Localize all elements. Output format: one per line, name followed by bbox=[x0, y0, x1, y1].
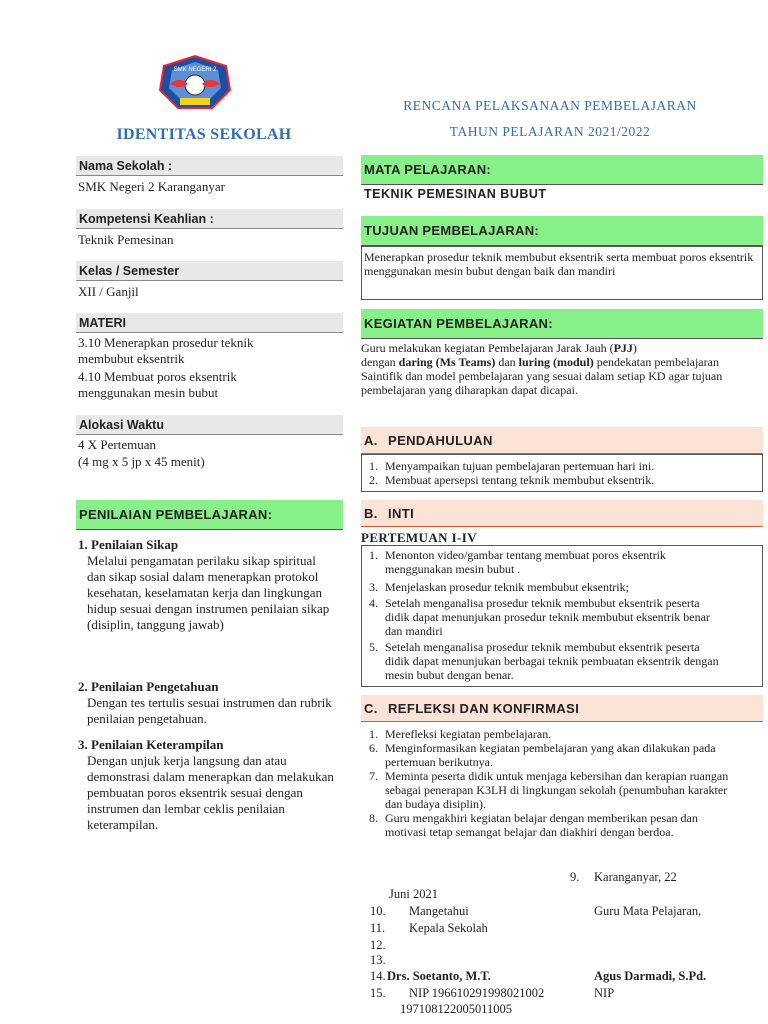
materi-item: 3.10 Menerapkan prosedur teknik membubut eksentrik bbox=[78, 335, 254, 366]
refleksi-header: C. REFLEKSI DAN KONFIRMASI bbox=[361, 695, 763, 722]
list-item: 1. Merefleksi kegiatan pembelajaran. bbox=[369, 727, 552, 741]
penilaian-pengetahuan-text: Dengan tes tertulis sesuai instrumen dan rubrik penilaian pengetahuan. bbox=[87, 695, 332, 726]
list-number: 14. bbox=[370, 969, 386, 983]
rpp-title: RENCANA PELAKSANAAN PEMBELAJARAN bbox=[403, 98, 697, 113]
alokasi-value: 4 X Pertemuan bbox=[78, 437, 156, 452]
rpp-year: TAHUN PELAJARAN 2021/2022 bbox=[449, 124, 651, 139]
nama-sekolah-value: SMK Negeri 2 Karanganyar bbox=[78, 179, 225, 194]
list-item: 8. Guru mengakhiri kegiatan belajar dengan memberikan pesan dan motivasi tetap semangat belajar dan diakhiri dengan berdoa. bbox=[369, 811, 698, 839]
signature-place: Karanganyar, 22 bbox=[594, 870, 677, 884]
materi-item: 4.10 Membuat poros eksentrik menggunakan mesin bubut bbox=[78, 369, 237, 400]
penilaian-keterampilan-title: 3. Penilaian Keterampilan bbox=[78, 737, 224, 752]
nama-sekolah-label: Nama Sekolah : bbox=[76, 156, 343, 176]
list-number: 11. bbox=[370, 921, 386, 935]
mengetahui-label: Mangetahui bbox=[409, 904, 469, 918]
pendahuluan-header: A. PENDAHULUAN bbox=[361, 427, 763, 454]
mapel-header: MATA PELAJARAN: bbox=[361, 155, 763, 185]
kepala-sekolah-label: Kepala Sekolah bbox=[409, 921, 488, 935]
signature-date: Juni 2021 bbox=[389, 887, 438, 901]
kompetensi-value: Teknik Pemesinan bbox=[78, 232, 174, 247]
list-number: 15. bbox=[370, 986, 386, 1000]
kegiatan-header: KEGIATAN PEMBELAJARAN: bbox=[361, 309, 763, 339]
kelas-label: Kelas / Semester bbox=[76, 261, 343, 281]
list-item: 1. Menyampaikan tujuan pembelajaran pertemuan hari ini. bbox=[369, 459, 655, 473]
list-item: 1. Menonton video/gambar tentang membuat poros eksentrik menggunakan mesin bubut . bbox=[369, 548, 666, 576]
tujuan-header: TUJUAN PEMBELAJARAN: bbox=[361, 216, 763, 246]
penilaian-sikap-text: Melalui pengamatan perilaku sikap spiritual dan sikap sosial dalam menerapkan protokol kesehatan, keselamatan kerja dan lingkungan hidup sesuai dengan instrumen penilaian sikap (disiplin, tanggung jawab) bbox=[87, 553, 330, 632]
penilaian-sikap-title: 1. Penilaian Sikap bbox=[78, 537, 179, 552]
penilaian-list bbox=[78, 537, 348, 633]
list-number: 9. bbox=[570, 870, 580, 884]
kompetensi-label: Kompetensi Keahlian : bbox=[76, 209, 343, 229]
guru-label: Guru Mata Pelajaran, bbox=[594, 904, 702, 918]
alokasi-value: (4 mg x 5 jp x 45 menit) bbox=[78, 454, 205, 469]
guru-name: Agus Darmadi, S.Pd. bbox=[594, 969, 707, 983]
penilaian-list bbox=[78, 737, 348, 833]
nip-label: NIP bbox=[594, 986, 615, 1000]
tujuan-text: Menerapkan prosedur teknik membubut eksentrik serta membuat poros eksentrik menggunakan mesin bubut dengan baik dan mandiri bbox=[364, 250, 754, 278]
kepsek-nip: NIP 196610291998021002 bbox=[409, 986, 545, 1000]
list-number: 10. bbox=[370, 904, 386, 918]
list-item: 5. Setelah menganalisa prosedur teknik membubut eksentrik peserta didik dapat menunjukan berbagai teknik pembuatan eksentrik dengan mesin bubut dengan benar. bbox=[369, 640, 719, 682]
list-item: 7. Meminta peserta didik untuk menjaga kebersihan dan kerapian ruangan sebagai penerapan K3LH di lingkungan sekolah (penumbuhan karakter dan budaya disiplin). bbox=[369, 769, 729, 811]
penilaian-list bbox=[78, 679, 348, 727]
list-number: 12. bbox=[370, 938, 386, 952]
kelas-value: XII / Ganjil bbox=[78, 284, 139, 299]
kegiatan-text: Guru melakukan kegiatan Pembelajaran Jarak Jauh (PJJ) dengan daring (Ms Teams) dan luring (modul) pendekatan pembelajaran Saintifik dan model pembelajaran yang sesuai dalam setiap KD agar tujuan pembelajaran yang diharapkan dapat dicapai. bbox=[361, 341, 723, 397]
school-logo bbox=[156, 54, 234, 114]
kepsek-name: Drs. Soetanto, M.T. bbox=[387, 969, 491, 983]
school-logo-icon bbox=[156, 54, 234, 114]
list-number: 13. bbox=[370, 953, 386, 967]
inti-header: B. INTI bbox=[361, 500, 763, 527]
penilaian-keterampilan-text: Dengan unjuk kerja langsung dan atau demonstrasi dalam menerapkan dan melakukan pembuatan poros eksentrik sesuai dengan instrumen dan lembar ceklis penilaian keterampilan. bbox=[87, 753, 334, 832]
penilaian-pengetahuan-title: 2. Penilaian Pengetahuan bbox=[78, 679, 219, 694]
inti-list bbox=[361, 548, 721, 682]
list-item: 3. Menjelaskan prosedur teknik membubut eksentrik; bbox=[369, 580, 629, 594]
refleksi-list bbox=[361, 727, 731, 839]
guru-nip: 197108122005011005 bbox=[400, 1002, 513, 1016]
mapel-value: TEKNIK PEMESINAN BUBUT bbox=[364, 187, 547, 201]
pertemuan-label: PERTEMUAN I-IV bbox=[361, 530, 478, 545]
list-item: 4. Setelah menganalisa prosedur teknik membubut eksentrik peserta didik dapat menunjukan prosedur teknik membubut eksentrik benar dan mandiri bbox=[369, 596, 710, 638]
svg-text:SMK NEGERI 2: SMK NEGERI 2 bbox=[173, 67, 217, 73]
alokasi-label: Alokasi Waktu bbox=[76, 415, 343, 435]
identitas-title: IDENTITAS SEKOLAH bbox=[116, 126, 292, 143]
materi-label: MATERI bbox=[76, 313, 343, 333]
list-item: 6. Menginformasikan kegiatan pembelajaran yang akan dilakukan pada pertemuan berikutnya. bbox=[369, 741, 716, 769]
penilaian-header: PENILAIAN PEMBELAJARAN: bbox=[76, 500, 343, 530]
pendahuluan-list bbox=[361, 459, 757, 487]
list-item: 2. Membuat apersepsi tentang teknik membubut eksentrik. bbox=[369, 473, 655, 487]
